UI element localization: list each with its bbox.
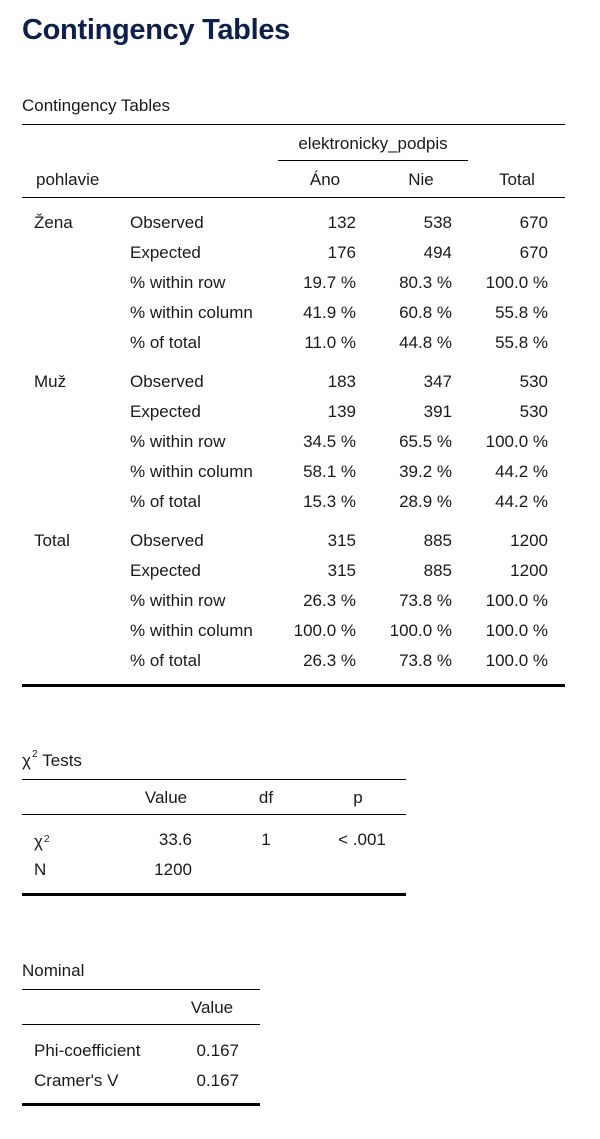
table-cell: 530 [519,372,548,391]
table-cell: 28.9 % [399,492,452,511]
table-cell: 100.0 % [485,273,548,292]
nominal-table-title: Nominal [22,961,85,980]
chi-table-title: $\chi^2$ Tests [22,749,82,770]
stat-label: % of total [130,651,201,670]
chi-col-df: df [258,788,274,807]
stat-label: % of total [130,333,201,352]
table-top-rule [22,124,565,125]
table-cell: 34.5 % [303,432,356,451]
stat-label: Observed [130,531,204,550]
table-cell: 26.3 % [303,651,356,670]
table-cell: 60.8 % [399,303,452,322]
page-title: Contingency Tables [22,14,290,46]
table-cell: 65.5 % [399,432,452,451]
stat-label: % within row [130,432,226,451]
table-cell: 315 [327,531,356,550]
column-header-total: Total [499,170,535,189]
table-cell: 347 [423,372,452,391]
nominal-header-rule [22,1024,260,1025]
table-cell: 530 [519,402,548,421]
chi-row-df: 1 [261,830,271,849]
stat-label: % of total [130,492,201,511]
stat-label: % within column [130,462,253,481]
chi-row-value: 33.6 [158,830,192,849]
table-cell: 19.7 % [303,273,356,292]
chi-bottom-rule [22,893,406,896]
phi-label: Phi-coefficient [34,1041,141,1060]
chi-col-value: Value [144,788,188,807]
table-cell: 80.3 % [399,273,452,292]
table-cell: 100.0 % [293,621,356,640]
table-cell: 55.8 % [495,303,548,322]
table-cell: 26.3 % [303,591,356,610]
nominal-col-value: Value [190,998,234,1017]
table-cell: 15.3 % [303,492,356,511]
table-cell: 39.2 % [399,462,452,481]
stat-label: % within row [130,273,226,292]
table-cell: 11.0 % [304,333,356,352]
table-cell: 132 [327,213,356,232]
table-cell: 670 [519,243,548,262]
nominal-top-rule [22,989,260,990]
table-cell: 44.8 % [399,333,452,352]
cramers-v-value: 0.167 [196,1071,239,1090]
chi-header-rule [22,814,406,815]
group-label: Total [34,531,70,550]
chi-row-p: < .001 [338,830,386,849]
phi-value: 0.167 [196,1041,239,1060]
table-cell: 44.2 % [495,462,548,481]
table-cell: 1200 [510,531,548,550]
table-cell: 885 [423,561,452,580]
group-label: Žena [34,213,73,232]
table-cell: 538 [423,213,452,232]
table-cell: 183 [327,372,356,391]
cramers-v-label: Cramer's V [34,1071,119,1090]
table-cell: 391 [423,402,452,421]
stat-label: Observed [130,213,204,232]
nominal-bottom-rule [22,1103,260,1106]
contingency-table-title: Contingency Tables [22,96,171,115]
column-spanner: elektronicky_podpis [298,134,448,153]
row-header: pohlavie [36,170,100,189]
table-cell: 100.0 % [389,621,452,640]
n-row-label: N [34,860,47,879]
table-cell: 41.9 % [303,303,356,322]
stat-label: % within row [130,591,226,610]
chi-col-p: p [353,788,363,807]
chi-row-label: $\chi^2$ [34,832,50,851]
stat-label: Observed [130,372,204,391]
chi-top-rule [22,779,406,780]
table-cell: 44.2 % [495,492,548,511]
header-rule [22,197,565,198]
table-cell: 55.8 % [495,333,548,352]
table-cell: 73.8 % [399,591,452,610]
table-cell: 670 [519,213,548,232]
table-cell: 100.0 % [485,432,548,451]
stat-label: % within column [130,303,253,322]
table-cell: 58.1 % [303,462,356,481]
table-cell: 100.0 % [485,621,548,640]
table-cell: 73.8 % [399,651,452,670]
table-cell: 100.0 % [485,651,548,670]
table-cell: 176 [327,243,356,262]
table-bottom-rule [22,684,565,687]
table-cell: 315 [327,561,356,580]
table-cell: 139 [327,402,356,421]
table-cell: 100.0 % [485,591,548,610]
group-label: Muž [34,372,67,391]
table-cell: 494 [423,243,452,262]
table-cell: 885 [423,531,452,550]
spanner-rule [278,160,468,161]
table-cell: 1200 [510,561,548,580]
stat-label: Expected [130,402,201,421]
column-header-ano: Áno [309,170,341,189]
stat-label: % within column [130,621,253,640]
stat-label: Expected [130,243,201,262]
n-row-value: 1200 [154,860,192,879]
stat-label: Expected [130,561,201,580]
column-header-nie: Nie [408,170,434,189]
